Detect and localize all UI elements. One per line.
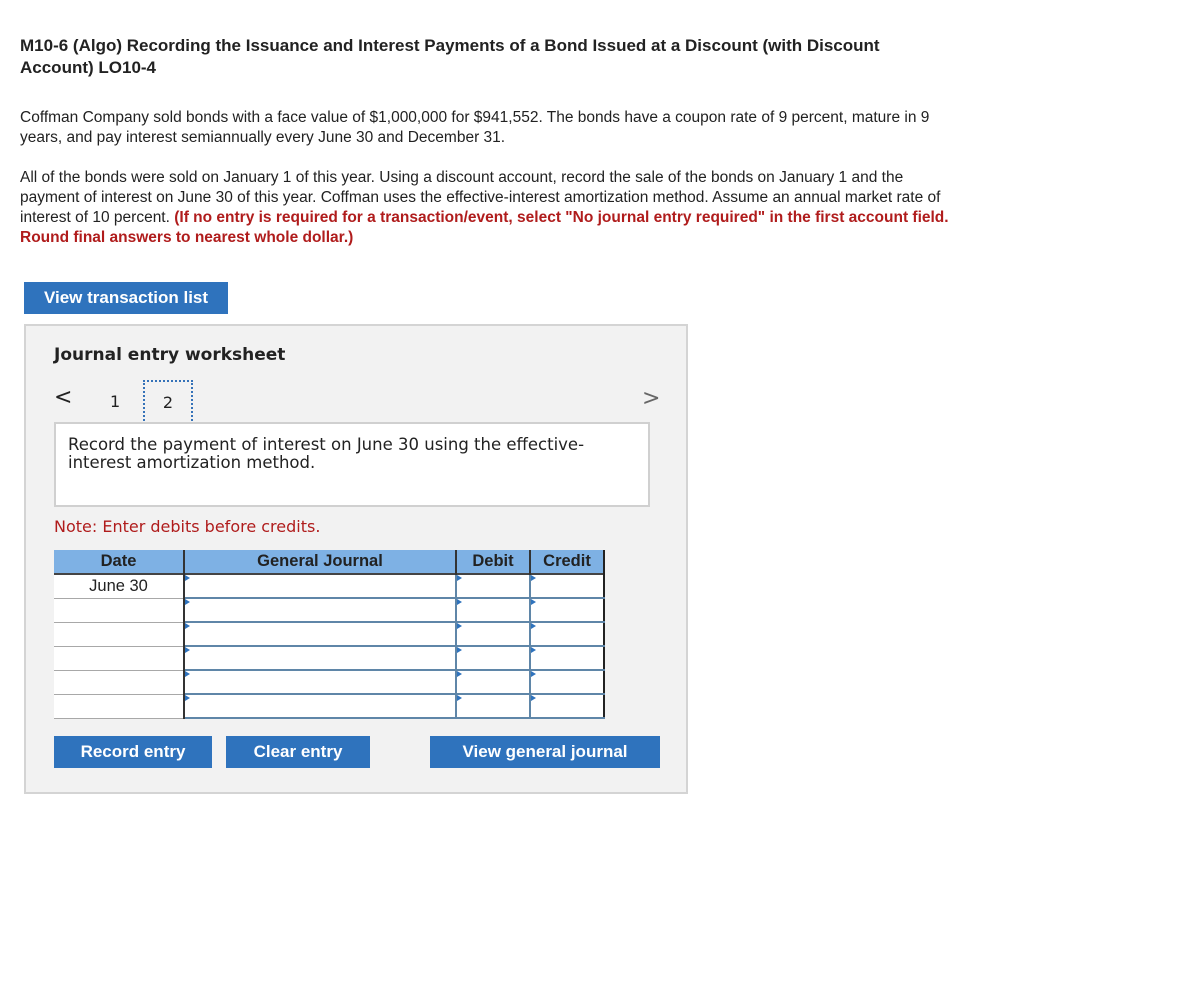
date-cell bbox=[54, 670, 184, 694]
dropdown-marker-icon bbox=[185, 575, 190, 581]
dropdown-marker-icon bbox=[185, 695, 190, 701]
credit-column-header: Credit bbox=[530, 550, 604, 574]
table-row bbox=[54, 646, 604, 670]
dropdown-marker-icon bbox=[457, 599, 462, 605]
debit-field[interactable] bbox=[456, 670, 530, 694]
account-field[interactable] bbox=[184, 574, 456, 598]
clear-entry-button[interactable]: Clear entry bbox=[226, 736, 370, 768]
table-row bbox=[54, 598, 604, 622]
dropdown-marker-icon bbox=[531, 647, 536, 653]
problem-instructions-text: All of the bonds were sold on January 1 of this year. Using a discount account, record the sale of the bonds on January 1 and the payment of interest on June 30 of this year. Coffman uses the effective-interest amortization method. Assume an annual market rate of interest of 10 percent. bbox=[20, 169, 941, 226]
dropdown-marker-icon bbox=[185, 647, 190, 653]
account-field[interactable] bbox=[184, 622, 456, 646]
debit-field[interactable] bbox=[456, 598, 530, 622]
view-transaction-list-button[interactable]: View transaction list bbox=[24, 282, 228, 314]
date-cell bbox=[54, 598, 184, 622]
worksheet-title: Journal entry worksheet bbox=[54, 345, 286, 365]
dropdown-marker-icon bbox=[185, 623, 190, 629]
date-cell bbox=[54, 694, 184, 718]
dropdown-marker-icon bbox=[531, 575, 536, 581]
table-row bbox=[54, 694, 604, 718]
problem-warning: (If no entry is required for a transaction/event, select "No journal entry required" in the first account field. Round final answers to nearest whole dollar.) bbox=[20, 209, 949, 246]
credit-field[interactable] bbox=[530, 670, 604, 694]
debit-field[interactable] bbox=[456, 694, 530, 718]
dropdown-marker-icon bbox=[457, 647, 462, 653]
page-tab-2[interactable]: 2 bbox=[143, 380, 193, 424]
previous-arrow-icon[interactable]: < bbox=[54, 385, 73, 410]
debit-field[interactable] bbox=[456, 622, 530, 646]
dropdown-marker-icon bbox=[531, 695, 536, 701]
view-general-journal-button[interactable]: View general journal bbox=[430, 736, 660, 768]
date-cell bbox=[54, 622, 184, 646]
account-field[interactable] bbox=[184, 646, 456, 670]
credit-field[interactable] bbox=[530, 694, 604, 718]
entry-note: Note: Enter debits before credits. bbox=[54, 517, 321, 536]
dropdown-marker-icon bbox=[531, 599, 536, 605]
date-column-header: Date bbox=[54, 550, 184, 574]
general-journal-column-header: General Journal bbox=[184, 550, 456, 574]
table-row bbox=[54, 622, 604, 646]
account-field[interactable] bbox=[184, 670, 456, 694]
journal-entry-worksheet bbox=[24, 324, 688, 794]
dropdown-marker-icon bbox=[457, 695, 462, 701]
debit-field[interactable] bbox=[456, 646, 530, 670]
date-cell: June 30 bbox=[54, 574, 184, 598]
dropdown-marker-icon bbox=[457, 671, 462, 677]
page-title: M10-6 (Algo) Recording the Issuance and Interest Payments of a Bond Issued at a Discount (with Discount Account) LO10-4 bbox=[20, 36, 880, 77]
problem-description: Coffman Company sold bonds with a face value of $1,000,000 for $941,552. The bonds have a coupon rate of 9 percent, mature in 9 years, and pay interest semiannually every June 30 and December 31. bbox=[20, 109, 930, 146]
dropdown-marker-icon bbox=[457, 623, 462, 629]
account-field[interactable] bbox=[184, 598, 456, 622]
page-tab-1[interactable]: 1 bbox=[110, 392, 121, 411]
dropdown-marker-icon bbox=[531, 671, 536, 677]
table-row bbox=[54, 574, 604, 598]
dropdown-marker-icon bbox=[457, 575, 462, 581]
dropdown-marker-icon bbox=[531, 623, 536, 629]
credit-field[interactable] bbox=[530, 646, 604, 670]
credit-field[interactable] bbox=[530, 574, 604, 598]
table-row bbox=[54, 670, 604, 694]
date-cell bbox=[54, 646, 184, 670]
credit-field[interactable] bbox=[530, 598, 604, 622]
entry-instruction: Record the payment of interest on June 30 using the effective-interest amortization method. bbox=[54, 422, 650, 507]
record-entry-button[interactable]: Record entry bbox=[54, 736, 212, 768]
debit-column-header: Debit bbox=[456, 550, 530, 574]
debit-field[interactable] bbox=[456, 574, 530, 598]
next-arrow-icon[interactable]: > bbox=[642, 386, 661, 411]
journal-table bbox=[54, 550, 605, 719]
account-field[interactable] bbox=[184, 694, 456, 718]
problem-instructions bbox=[20, 168, 965, 248]
dropdown-marker-icon bbox=[185, 599, 190, 605]
dropdown-marker-icon bbox=[185, 671, 190, 677]
credit-field[interactable] bbox=[530, 622, 604, 646]
